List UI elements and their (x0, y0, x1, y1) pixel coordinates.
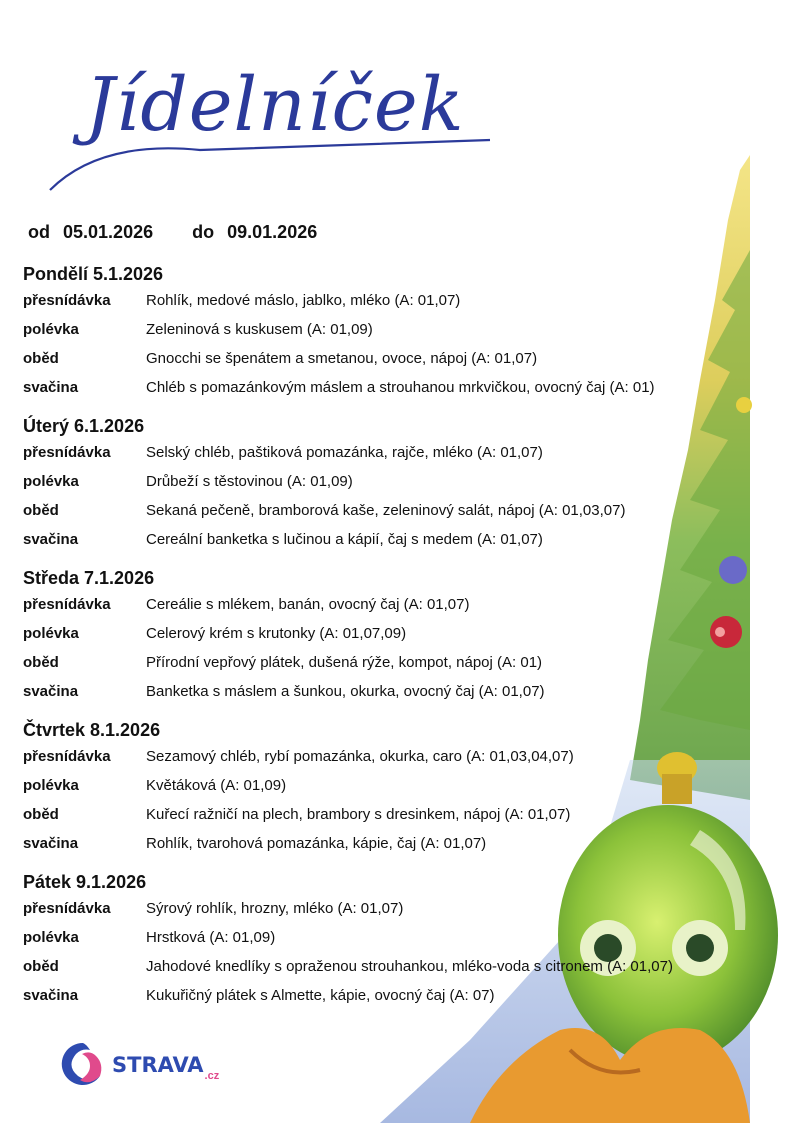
day-title: Středa 7.1.2026 (23, 568, 155, 588)
meal-desc: Banketka s máslem a šunkou, okurka, ovocný čaj (A: 01,07) (146, 683, 545, 700)
meal-type: polévka (23, 625, 79, 642)
meal-desc: Rohlík, tvarohová pomazánka, kápie, čaj (A: 01,07) (146, 835, 487, 852)
day-title: Čtvrtek 8.1.2026 (23, 720, 161, 740)
meal-row (23, 952, 743, 981)
meal-desc: Chléb s pomazánkovým máslem a strouhanou mrkvičkou, ovocný čaj (A: 01) (146, 379, 655, 396)
meal-row (23, 677, 743, 706)
meal-desc: Drůbeží s těstovinou (A: 01,09) (146, 473, 353, 490)
meal-type: oběd (23, 654, 59, 671)
day-monday (23, 262, 743, 402)
meal-row (23, 648, 743, 677)
page-title (40, 50, 500, 200)
meal-desc: Květáková (A: 01,09) (146, 777, 287, 794)
meal-type: přesnídávka (23, 444, 111, 461)
meal-row (23, 771, 743, 800)
meal-type: přesnídávka (23, 596, 111, 613)
meal-desc: Kukuřičný plátek s Almette, kápie, ovocný čaj (A: 07) (146, 987, 495, 1004)
day-title: Úterý 6.1.2026 (23, 416, 145, 436)
date-to: 09.01.2026 (227, 222, 318, 242)
date-to-label: do (192, 222, 215, 242)
meal-desc: Cereální banketka s lučinou a kápií, čaj s medem (A: 01,07) (146, 531, 543, 548)
day-wednesday (23, 566, 743, 706)
meal-desc: Sezamový chléb, rybí pomazánka, okurka, caro (A: 01,03,04,07) (146, 748, 574, 765)
meal-row (23, 344, 743, 373)
strava-logo-text: STRAVA (112, 1053, 204, 1077)
day-tuesday (23, 414, 743, 554)
meal-type: polévka (23, 929, 79, 946)
meal-desc: Sýrový rohlík, hrozny, mléko (A: 01,07) (146, 900, 404, 917)
meal-row (23, 981, 743, 1010)
menu-days (23, 262, 743, 1022)
meal-type: oběd (23, 502, 59, 519)
meal-desc: Hrstková (A: 01,09) (146, 929, 276, 946)
meal-row (23, 742, 743, 771)
meal-desc: Celerový krém s krutonky (A: 01,07,09) (146, 625, 407, 642)
meal-type: polévka (23, 473, 79, 490)
day-thursday (23, 718, 743, 858)
meal-type: svačina (23, 683, 79, 700)
meal-row (23, 467, 743, 496)
meal-type: svačina (23, 379, 79, 396)
meal-row (23, 894, 743, 923)
meal-row (23, 800, 743, 829)
meal-type: přesnídávka (23, 900, 111, 917)
meal-row (23, 373, 743, 402)
day-title: Pondělí 5.1.2026 (23, 264, 164, 284)
meal-type: přesnídávka (23, 748, 111, 765)
meal-type: přesnídávka (23, 292, 111, 309)
meal-desc: Selský chléb, paštiková pomazánka, rajče, mléko (A: 01,07) (146, 444, 543, 461)
meal-row (23, 590, 743, 619)
meal-desc: Zeleninová s kuskusem (A: 01,09) (146, 321, 373, 338)
meal-row (23, 286, 743, 315)
date-from: 05.01.2026 (63, 222, 154, 242)
meal-row (23, 438, 743, 467)
meal-row (23, 315, 743, 344)
meal-row (23, 619, 743, 648)
meal-desc: Rohlík, medové máslo, jablko, mléko (A: 01,07) (146, 292, 461, 309)
meal-type: svačina (23, 835, 79, 852)
strava-logo[interactable] (60, 1040, 219, 1090)
meal-desc: Sekaná pečeně, bramborová kaše, zeleninový salát, nápoj (A: 01,03,07) (146, 502, 626, 519)
meal-type: polévka (23, 321, 79, 338)
meal-desc: Kuřecí ražničí na plech, brambory s dresinkem, nápoj (A: 01,07) (146, 806, 571, 823)
meal-desc: Cereálie s mlékem, banán, ovocný čaj (A: 01,07) (146, 596, 470, 613)
meal-row (23, 829, 743, 858)
meal-row (23, 525, 743, 554)
meal-row (23, 496, 743, 525)
meal-type: svačina (23, 987, 79, 1004)
meal-type: svačina (23, 531, 79, 548)
meal-desc: Jahodové knedlíky s opraženou strouhankou, mléko-voda s citronem (A: 01,07) (146, 958, 673, 975)
meal-type: oběd (23, 958, 59, 975)
meal-type: oběd (23, 806, 59, 823)
page-title-text: Jídelníček (85, 62, 465, 148)
strava-logo-icon (60, 1040, 106, 1090)
meal-type: oběd (23, 350, 59, 367)
date-range (28, 222, 317, 243)
date-from-label: od (28, 222, 50, 242)
meal-type: polévka (23, 777, 79, 794)
meal-desc: Přírodní vepřový plátek, dušená rýže, kompot, nápoj (A: 01) (146, 654, 543, 671)
meal-desc: Gnocchi se špenátem a smetanou, ovoce, nápoj (A: 01,07) (146, 350, 538, 367)
strava-logo-suffix: .cz (204, 1070, 220, 1082)
day-title: Pátek 9.1.2026 (23, 872, 147, 892)
meal-row (23, 923, 743, 952)
day-friday (23, 870, 743, 1010)
